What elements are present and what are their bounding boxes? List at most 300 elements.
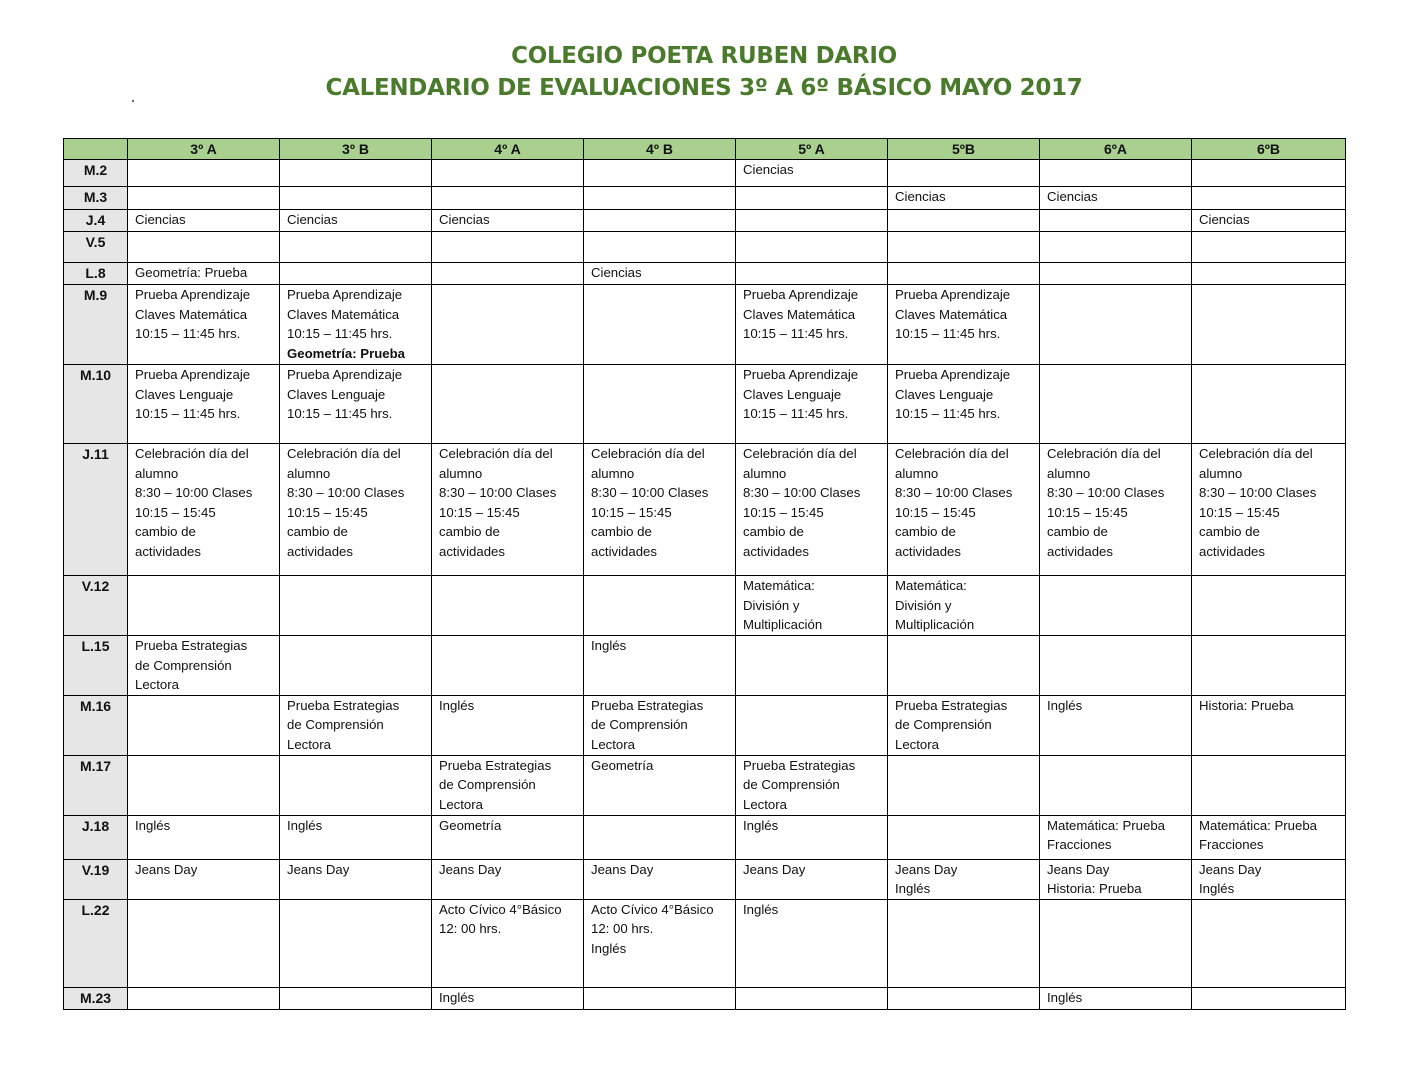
- cell-text-line: Matemática: Prueba: [1199, 817, 1318, 833]
- cell-text-line: Prueba Aprendizaje: [895, 287, 1011, 302]
- cell-text-line: Celebración día del: [591, 446, 705, 461]
- schedule-cell: [280, 899, 432, 987]
- schedule-cell: [280, 987, 432, 1009]
- schedule-cell: [432, 815, 584, 859]
- cell-text-line: 8:30 – 10:00 Clases: [287, 485, 405, 501]
- column-header: 4º A: [432, 139, 584, 160]
- schedule-cell: [128, 232, 280, 263]
- schedule-cell: [280, 576, 432, 636]
- cell-text-line: Geometría: [591, 757, 654, 773]
- schedule-cell: [736, 444, 888, 576]
- schedule-cell: [1040, 285, 1192, 365]
- schedule-cell: [432, 187, 584, 210]
- schedule-cell: [128, 576, 280, 636]
- cell-text-line: Prueba Estrategias: [591, 697, 704, 713]
- cell-text-line: Prueba Aprendizaje: [743, 287, 859, 302]
- cell-text-line: 8:30 – 10:00 Clases: [135, 485, 253, 501]
- cell-text-line: 10:15 – 15:45: [1047, 504, 1128, 520]
- day-label-cell: J.11: [64, 444, 128, 576]
- table-row: [64, 576, 1346, 636]
- cell-text-line: Lectora: [287, 736, 331, 752]
- schedule-cell: [280, 210, 432, 232]
- day-label-cell: L.8: [64, 263, 128, 285]
- cell-text-line: Lectora: [135, 677, 179, 693]
- schedule-cell: [1040, 899, 1192, 987]
- schedule-cell: [128, 636, 280, 696]
- cell-text-line: de Comprensión: [135, 657, 232, 673]
- schedule-cell: [1040, 160, 1192, 187]
- cell-text-line: Inglés: [1047, 989, 1083, 1005]
- cell-text-line: alumno: [135, 465, 179, 481]
- cell-text-line: 10:15 – 11:45 hrs.: [895, 326, 1001, 342]
- cell-text-line: cambio de: [1199, 524, 1260, 540]
- cell-text-line: actividades: [591, 543, 657, 559]
- cell-text-line: Claves Matemática: [895, 306, 1008, 322]
- schedule-cell: [1192, 859, 1346, 899]
- day-label-cell: M.2: [64, 160, 128, 187]
- schedule-cell: [888, 755, 1040, 815]
- cell-text-line: Jeans Day: [591, 861, 654, 877]
- schedule-cell: [128, 695, 280, 755]
- schedule-cell: [584, 899, 736, 987]
- schedule-cell: [584, 187, 736, 210]
- schedule-cell: [736, 187, 888, 210]
- cell-text-line: División y: [743, 597, 800, 613]
- schedule-cell: [128, 365, 280, 444]
- cell-text-line: Lectora: [591, 736, 635, 752]
- cell-text-line: Geometría: Prueba: [135, 265, 248, 280]
- schedule-cell: [888, 444, 1040, 576]
- column-header: 5º A: [736, 139, 888, 160]
- evaluation-calendar-table: [63, 138, 1346, 1010]
- day-label-cell: V.12: [64, 576, 128, 636]
- schedule-cell: [888, 187, 1040, 210]
- cell-text-line: Prueba Estrategias: [135, 638, 248, 653]
- schedule-cell: [1192, 210, 1346, 232]
- cell-text-line: Claves Matemática: [743, 306, 856, 322]
- school-name: COLEGIO POETA RUBEN DARIO: [511, 43, 897, 69]
- cell-text-line: actividades: [1199, 543, 1265, 559]
- schedule-cell: [128, 263, 280, 285]
- schedule-cell: [1040, 444, 1192, 576]
- schedule-cell: [888, 285, 1040, 365]
- schedule-cell: [280, 263, 432, 285]
- schedule-cell: [1192, 636, 1346, 696]
- table-row: [64, 755, 1346, 815]
- cell-text-line: Ciencias: [287, 212, 338, 227]
- schedule-cell: [432, 365, 584, 444]
- cell-text-line: Celebración día del: [743, 446, 857, 461]
- cell-text-line: 8:30 – 10:00 Clases: [591, 485, 709, 501]
- cell-text-line: actividades: [287, 543, 353, 559]
- cell-text-line: Celebración día del: [1199, 446, 1313, 461]
- schedule-cell: [432, 576, 584, 636]
- day-label-cell: V.19: [64, 859, 128, 899]
- table-row: [64, 285, 1346, 365]
- cell-text-line: Prueba Aprendizaje: [287, 287, 403, 302]
- cell-text-line: Acto Cívico 4°Básico: [591, 901, 714, 917]
- schedule-cell: [432, 160, 584, 187]
- schedule-cell: [584, 444, 736, 576]
- schedule-cell: [432, 755, 584, 815]
- cell-text-line: Geometría: [439, 817, 502, 833]
- table-row: [64, 232, 1346, 263]
- schedule-cell: [280, 232, 432, 263]
- cell-text-line: 12: 00 hrs.: [591, 921, 654, 937]
- cell-text-line: de Comprensión: [743, 777, 840, 793]
- cell-text-line: alumno: [287, 465, 331, 481]
- schedule-cell: [736, 210, 888, 232]
- cell-text-line: 10:15 – 15:45: [743, 504, 824, 520]
- cell-text-line: Prueba Aprendizaje: [135, 287, 251, 302]
- schedule-cell: [1192, 444, 1346, 576]
- cell-text-line: Claves Matemática: [287, 306, 400, 322]
- schedule-cell: [280, 444, 432, 576]
- table-row: [64, 187, 1346, 210]
- cell-text-line: de Comprensión: [287, 717, 384, 733]
- schedule-cell: [888, 695, 1040, 755]
- column-header: 6ºA: [1040, 139, 1192, 160]
- schedule-cell: [432, 210, 584, 232]
- day-label-cell: M.10: [64, 365, 128, 444]
- schedule-cell: [1040, 232, 1192, 263]
- document-header: [0, 40, 1408, 104]
- cell-text-line: actividades: [439, 543, 505, 559]
- cell-text-line: 8:30 – 10:00 Clases: [743, 485, 861, 501]
- schedule-cell: [584, 263, 736, 285]
- cell-text-line: alumno: [1199, 465, 1243, 481]
- cell-text-line: 8:30 – 10:00 Clases: [439, 485, 557, 501]
- schedule-cell: [736, 263, 888, 285]
- schedule-cell: [1192, 987, 1346, 1009]
- cell-text-line: alumno: [439, 465, 483, 481]
- schedule-cell: [584, 859, 736, 899]
- cell-text-line: Celebración día del: [895, 446, 1009, 461]
- schedule-cell: [888, 576, 1040, 636]
- schedule-cell: [888, 987, 1040, 1009]
- cell-text-line: Prueba Aprendizaje: [287, 367, 403, 382]
- schedule-cell: [736, 987, 888, 1009]
- cell-text-line: Ciencias: [743, 162, 794, 177]
- schedule-cell: [1192, 576, 1346, 636]
- schedule-cell: [280, 815, 432, 859]
- schedule-cell: [1040, 695, 1192, 755]
- schedule-cell: [128, 899, 280, 987]
- column-header: 3º B: [280, 139, 432, 160]
- cell-text-line: Ciencias: [895, 189, 946, 204]
- cell-text-line: Inglés: [439, 697, 475, 713]
- cell-text-line: Ciencias: [135, 212, 186, 227]
- cell-text-line: 10:15 – 15:45: [135, 504, 216, 520]
- cell-text-line: Prueba Estrategias: [743, 757, 856, 773]
- cell-text-line: División y: [895, 597, 952, 613]
- day-label-cell: M.23: [64, 987, 128, 1009]
- schedule-cell: [280, 755, 432, 815]
- schedule-cell: [432, 232, 584, 263]
- day-label-cell: L.22: [64, 899, 128, 987]
- schedule-cell: [736, 899, 888, 987]
- schedule-cell: [888, 365, 1040, 444]
- cell-text-line: 10:15 – 15:45: [287, 504, 368, 520]
- schedule-cell: [584, 695, 736, 755]
- cell-text-line: 8:30 – 10:00 Clases: [1047, 485, 1165, 501]
- cell-text-line: alumno: [1047, 465, 1091, 481]
- schedule-cell: [584, 365, 736, 444]
- schedule-cell: [128, 859, 280, 899]
- table-row: [64, 160, 1346, 187]
- schedule-cell: [736, 365, 888, 444]
- cell-text-line: de Comprensión: [895, 717, 992, 733]
- day-label-cell: M.9: [64, 285, 128, 365]
- cell-text-line: actividades: [743, 543, 809, 559]
- cell-text-line: 10:15 – 11:45 hrs.: [743, 406, 849, 422]
- cell-text-line: Celebración día del: [135, 446, 249, 461]
- schedule-cell: [736, 695, 888, 755]
- cell-text-line: cambio de: [1047, 524, 1108, 540]
- schedule-cell: [888, 636, 1040, 696]
- cell-text-line: Prueba Aprendizaje: [743, 367, 859, 382]
- cell-text-line: alumno: [895, 465, 939, 481]
- table-row: [64, 636, 1346, 696]
- cell-text-line: Fracciones: [1047, 837, 1112, 853]
- cell-text-line: 10:15 – 11:45 hrs.: [287, 406, 393, 422]
- schedule-cell: [1040, 365, 1192, 444]
- cell-text-line: 10:15 – 11:45 hrs.: [135, 406, 241, 422]
- schedule-cell: [128, 815, 280, 859]
- table-row: [64, 695, 1346, 755]
- cell-text-line: cambio de: [135, 524, 196, 540]
- cell-text-line: alumno: [591, 465, 635, 481]
- schedule-cell: [736, 815, 888, 859]
- schedule-cell: [128, 444, 280, 576]
- cell-text-line: Inglés: [591, 940, 627, 956]
- day-label-cell: M.3: [64, 187, 128, 210]
- stray-dot: [132, 100, 134, 102]
- cell-text-line: Claves Lenguaje: [743, 386, 842, 402]
- cell-text-line: Prueba Aprendizaje: [895, 367, 1011, 382]
- column-header: 6ºB: [1192, 139, 1346, 160]
- cell-text-line: de Comprensión: [591, 717, 688, 733]
- schedule-cell: [1192, 365, 1346, 444]
- day-label-cell: M.16: [64, 695, 128, 755]
- column-header: 4º B: [584, 139, 736, 160]
- schedule-cell: [280, 285, 432, 365]
- schedule-cell: [1192, 187, 1346, 210]
- cell-text-line: Matemática:: [743, 578, 815, 593]
- cell-text-line: Inglés: [591, 638, 627, 653]
- day-label-cell: M.17: [64, 755, 128, 815]
- schedule-cell: [888, 232, 1040, 263]
- schedule-cell: [1040, 187, 1192, 210]
- cell-text-line: Inglés: [743, 901, 779, 917]
- cell-text-line: Claves Lenguaje: [895, 386, 994, 402]
- schedule-cell: [432, 285, 584, 365]
- cell-text-line: Matemática:: [895, 578, 967, 593]
- cell-text-line: Matemática: Prueba: [1047, 817, 1166, 833]
- cell-text-line: Multiplicación: [743, 617, 823, 633]
- cell-text-line: alumno: [743, 465, 787, 481]
- cell-text-line: Historia: Prueba: [1199, 697, 1294, 713]
- schedule-cell: [888, 160, 1040, 187]
- schedule-cell: [888, 210, 1040, 232]
- schedule-cell: [888, 815, 1040, 859]
- schedule-cell: [128, 187, 280, 210]
- schedule-cell: [888, 899, 1040, 987]
- cell-text-line: Jeans Day: [287, 861, 350, 877]
- cell-text-line: Celebración día del: [287, 446, 401, 461]
- day-label-cell: J.4: [64, 210, 128, 232]
- schedule-cell: [1192, 755, 1346, 815]
- cell-text-line: Ciencias: [1047, 189, 1098, 204]
- cell-text-line: Prueba Estrategias: [287, 697, 400, 713]
- cell-text-line: Historia: Prueba: [1047, 881, 1142, 897]
- cell-text-line: Lectora: [895, 736, 939, 752]
- table-row: [64, 987, 1346, 1009]
- table-row: [64, 263, 1346, 285]
- cell-text-line: Inglés: [743, 817, 779, 833]
- schedule-cell: [1040, 815, 1192, 859]
- schedule-cell: [1192, 160, 1346, 187]
- schedule-cell: [1040, 636, 1192, 696]
- cell-text-line: Inglés: [439, 989, 475, 1005]
- cell-text-line: Multiplicación: [895, 617, 975, 633]
- cell-text-line: Claves Lenguaje: [135, 386, 234, 402]
- cell-text-line: Geometría: Prueba: [287, 345, 405, 361]
- schedule-cell: [280, 160, 432, 187]
- schedule-cell: [280, 636, 432, 696]
- schedule-cell: [432, 859, 584, 899]
- schedule-cell: [1192, 263, 1346, 285]
- calendar-title: CALENDARIO DE EVALUACIONES 3º A 6º BÁSICO MAYO 2017: [325, 75, 1083, 101]
- schedule-cell: [736, 859, 888, 899]
- schedule-cell: [736, 755, 888, 815]
- schedule-cell: [584, 285, 736, 365]
- schedule-cell: [1192, 695, 1346, 755]
- cell-text-line: Prueba Estrategias: [439, 757, 552, 773]
- schedule-cell: [280, 365, 432, 444]
- cell-text-line: actividades: [135, 543, 201, 559]
- schedule-cell: [432, 987, 584, 1009]
- schedule-cell: [584, 636, 736, 696]
- cell-text-line: Celebración día del: [439, 446, 553, 461]
- cell-text-line: Prueba Aprendizaje: [135, 367, 251, 382]
- cell-text-line: Jeans Day: [1199, 861, 1262, 877]
- cell-text-line: 8:30 – 10:00 Clases: [895, 485, 1013, 501]
- cell-text-line: actividades: [1047, 543, 1113, 559]
- cell-text-line: 10:15 – 11:45 hrs.: [287, 326, 393, 342]
- table-row: [64, 859, 1346, 899]
- schedule-cell: [1192, 815, 1346, 859]
- schedule-cell: [736, 285, 888, 365]
- cell-text-line: 12: 00 hrs.: [439, 921, 502, 937]
- cell-text-line: 10:15 – 11:45 hrs.: [895, 406, 1001, 422]
- cell-text-line: cambio de: [287, 524, 348, 540]
- table-row: [64, 815, 1346, 859]
- schedule-cell: [432, 444, 584, 576]
- schedule-cell: [432, 263, 584, 285]
- cell-text-line: Acto Cívico 4°Básico: [439, 901, 562, 917]
- cell-text-line: Prueba Estrategias: [895, 697, 1008, 713]
- schedule-cell: [280, 695, 432, 755]
- cell-text-line: Inglés: [287, 817, 323, 833]
- cell-text-line: Inglés: [1047, 697, 1083, 713]
- schedule-cell: [1040, 755, 1192, 815]
- cell-text-line: de Comprensión: [439, 777, 536, 793]
- cell-text-line: Ciencias: [439, 212, 490, 227]
- cell-text-line: actividades: [895, 543, 961, 559]
- cell-text-line: Jeans Day: [743, 861, 806, 877]
- cell-text-line: 10:15 – 15:45: [1199, 504, 1280, 520]
- cell-text-line: Fracciones: [1199, 837, 1264, 853]
- schedule-cell: [584, 160, 736, 187]
- table-row: [64, 365, 1346, 444]
- cell-text-line: 10:15 – 11:45 hrs.: [743, 326, 849, 342]
- table-row: [64, 210, 1346, 232]
- schedule-cell: [584, 755, 736, 815]
- schedule-cell: [1040, 859, 1192, 899]
- cell-text-line: 10:15 – 11:45 hrs.: [135, 326, 241, 342]
- cell-text-line: cambio de: [895, 524, 956, 540]
- schedule-cell: [280, 187, 432, 210]
- schedule-cell: [1040, 263, 1192, 285]
- schedule-cell: [128, 755, 280, 815]
- schedule-cell: [584, 232, 736, 263]
- schedule-cell: [128, 210, 280, 232]
- schedule-cell: [432, 695, 584, 755]
- cell-text-line: 10:15 – 15:45: [895, 504, 976, 520]
- cell-text-line: cambio de: [439, 524, 500, 540]
- day-label-cell: L.15: [64, 636, 128, 696]
- schedule-cell: [1040, 210, 1192, 232]
- cell-text-line: 10:15 – 15:45: [439, 504, 520, 520]
- cell-text-line: Jeans Day: [439, 861, 502, 877]
- schedule-cell: [736, 576, 888, 636]
- table-body: [64, 160, 1346, 1010]
- cell-text-line: Jeans Day: [1047, 861, 1110, 877]
- schedule-cell: [584, 987, 736, 1009]
- schedule-cell: [1192, 285, 1346, 365]
- schedule-cell: [280, 859, 432, 899]
- header-corner-cell: [64, 139, 128, 160]
- cell-text-line: Claves Matemática: [135, 306, 248, 322]
- schedule-cell: [1040, 576, 1192, 636]
- schedule-cell: [432, 899, 584, 987]
- header-row: [64, 139, 1346, 160]
- schedule-cell: [888, 263, 1040, 285]
- schedule-cell: [584, 576, 736, 636]
- schedule-cell: [128, 160, 280, 187]
- schedule-cell: [432, 636, 584, 696]
- cell-text-line: Jeans Day: [895, 861, 958, 877]
- schedule-cell: [128, 987, 280, 1009]
- schedule-cell: [1192, 899, 1346, 987]
- cell-text-line: Celebración día del: [1047, 446, 1161, 461]
- column-header: 3º A: [128, 139, 280, 160]
- schedule-cell: [1040, 987, 1192, 1009]
- schedule-cell: [1192, 232, 1346, 263]
- column-header: 5ºB: [888, 139, 1040, 160]
- schedule-cell: [888, 859, 1040, 899]
- schedule-cell: [128, 285, 280, 365]
- day-label-cell: J.18: [64, 815, 128, 859]
- schedule-cell: [584, 210, 736, 232]
- table-row: [64, 899, 1346, 987]
- schedule-cell: [736, 160, 888, 187]
- schedule-cell: [584, 815, 736, 859]
- cell-text-line: cambio de: [743, 524, 804, 540]
- cell-text-line: 10:15 – 15:45: [591, 504, 672, 520]
- table-row: [64, 444, 1346, 576]
